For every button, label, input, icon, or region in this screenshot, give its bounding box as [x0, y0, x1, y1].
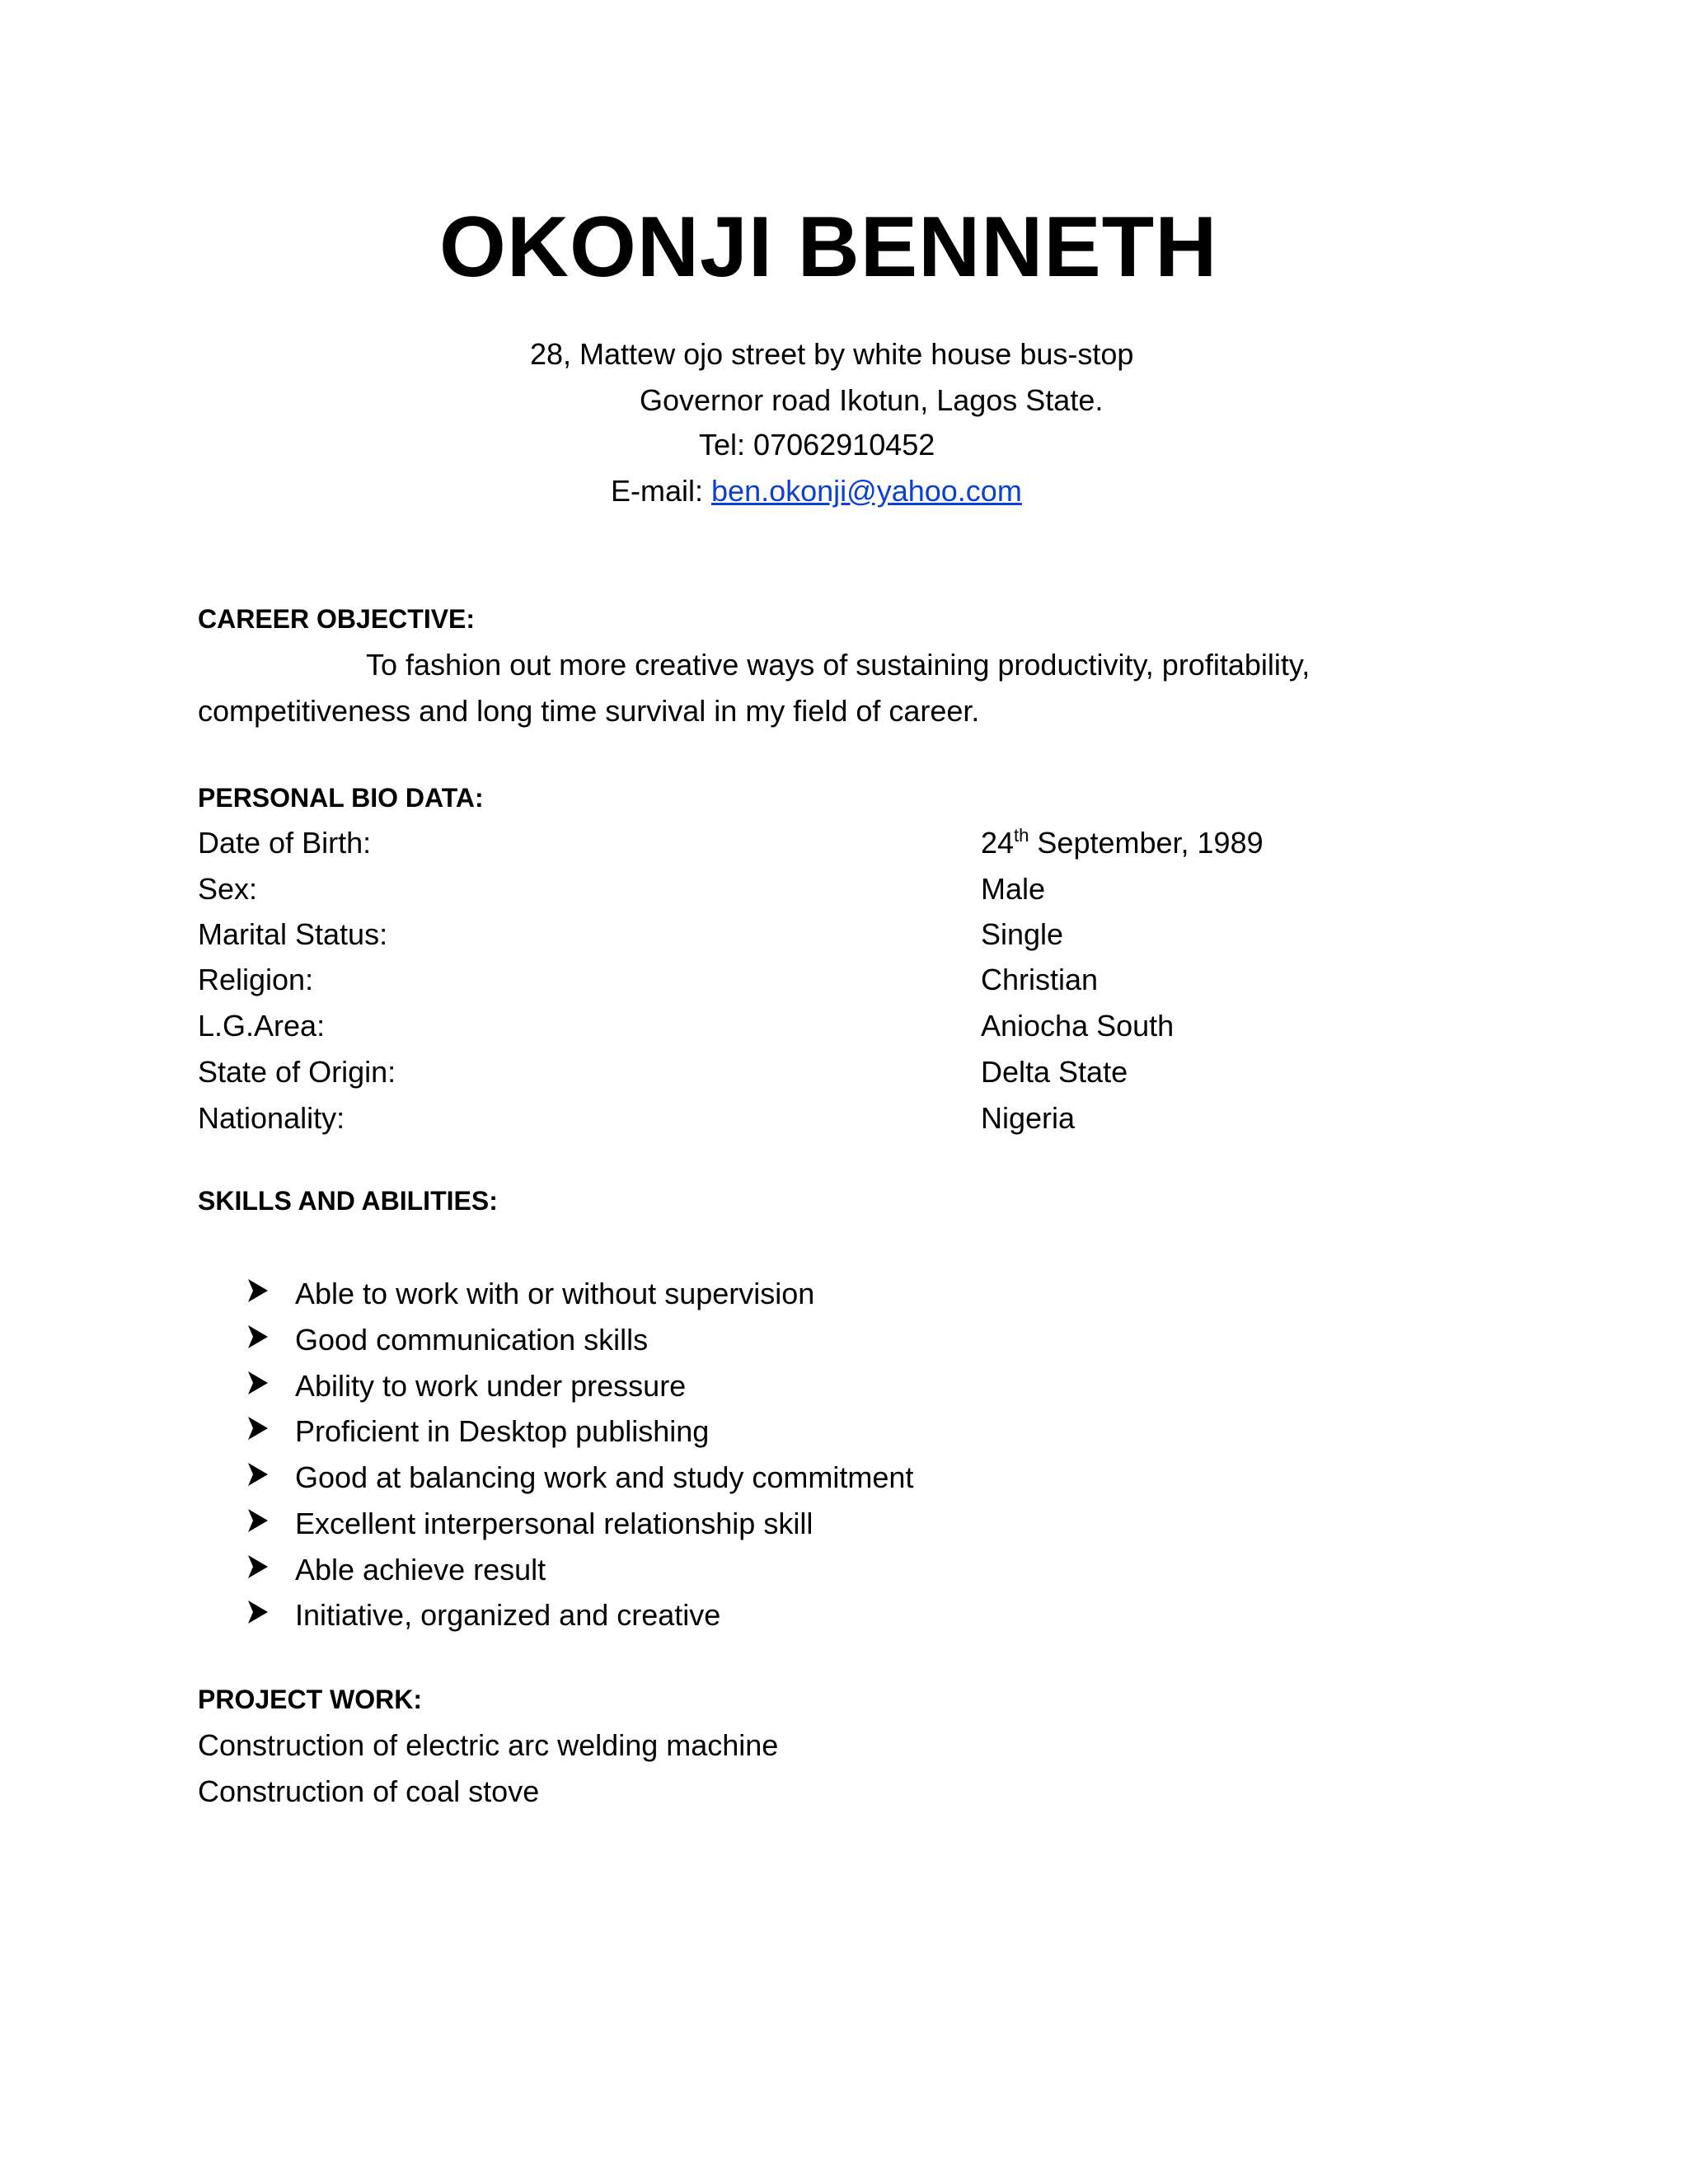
telephone-number: 07062910452: [753, 428, 935, 462]
applicant-name: OKONJI BENNETH: [439, 199, 1218, 295]
career-objective-line-1: To fashion out more creative ways of sustaining productivity, profitability,: [366, 648, 1311, 682]
bio-label: Date of Birth:: [198, 826, 372, 860]
telephone-label: Tel:: [699, 428, 746, 462]
arrow-bullet-icon: [247, 1554, 269, 1579]
arrow-bullet-icon: [247, 1416, 269, 1441]
birth-day: 24: [981, 826, 1015, 860]
bio-value: Male: [981, 872, 1046, 906]
bio-row-date-of-birth: [198, 826, 1352, 862]
email-label: E-mail:: [611, 474, 704, 508]
arrow-bullet-icon: [247, 1508, 269, 1533]
skill-text: Ability to work under pressure: [295, 1369, 687, 1403]
skills-heading: SKILLS AND ABILITIES:: [198, 1186, 498, 1216]
arrow-bullet-icon: [247, 1600, 269, 1624]
bio-value-date-of-birth: [981, 826, 1264, 860]
bio-value: Nigeria: [981, 1101, 1076, 1135]
bio-label: Religion:: [198, 963, 314, 996]
telephone-line: [699, 430, 935, 460]
skill-text: Able achieve result: [295, 1553, 546, 1586]
email-link[interactable]: ben.okonji@yahoo.com: [711, 474, 1022, 508]
bio-value: Single: [981, 917, 1064, 951]
bio-row-nationality: [198, 1101, 1352, 1137]
bio-value: Christian: [981, 963, 1099, 996]
bio-value: Aniocha South: [981, 1009, 1175, 1043]
email-line: [611, 476, 1022, 506]
bio-label: Marital Status:: [198, 917, 388, 951]
bio-row-state-of-origin: [198, 1055, 1352, 1091]
arrow-bullet-icon: [247, 1371, 269, 1395]
career-objective-line-2: competitiveness and long time survival in my field of career.: [198, 694, 980, 728]
arrow-bullet-icon: [247, 1462, 269, 1487]
bio-row-religion: [198, 963, 1352, 999]
skill-text: Good communication skills: [295, 1323, 649, 1357]
bio-label: Nationality:: [198, 1101, 345, 1135]
bio-value: Delta State: [981, 1055, 1128, 1089]
skill-text: Good at balancing work and study commitment: [295, 1460, 914, 1494]
address-line-2: Governor road Ikotun, Lagos State.: [640, 383, 1104, 417]
bio-data-heading: PERSONAL BIO DATA:: [198, 783, 484, 813]
bio-label: L.G.Area:: [198, 1009, 326, 1043]
arrow-bullet-icon: [247, 1324, 269, 1349]
project-work-heading: PROJECT WORK:: [198, 1685, 422, 1714]
bio-label: State of Origin:: [198, 1055, 396, 1089]
skill-text: Excellent interpersonal relationship skill: [295, 1507, 814, 1540]
bio-row-marital-status: [198, 917, 1352, 954]
project-item-1: Construction of electric arc welding machine: [198, 1728, 779, 1762]
skill-text: Proficient in Desktop publishing: [295, 1414, 710, 1448]
bio-row-lg-area: [198, 1009, 1352, 1045]
address-line-1: 28, Mattew ojo street by white house bus-stop: [530, 337, 1134, 371]
bio-row-sex: [198, 872, 1352, 908]
project-item-2: Construction of coal stove: [198, 1774, 540, 1808]
birth-day-suffix: th: [1014, 825, 1029, 846]
skill-text: Initiative, organized and creative: [295, 1598, 721, 1632]
career-objective-heading: CAREER OBJECTIVE:: [198, 604, 476, 634]
birth-month-year: September, 1989: [1037, 826, 1264, 860]
bio-label: Sex:: [198, 872, 258, 906]
skill-text: Able to work with or without supervision: [295, 1277, 815, 1310]
arrow-bullet-icon: [247, 1278, 269, 1303]
